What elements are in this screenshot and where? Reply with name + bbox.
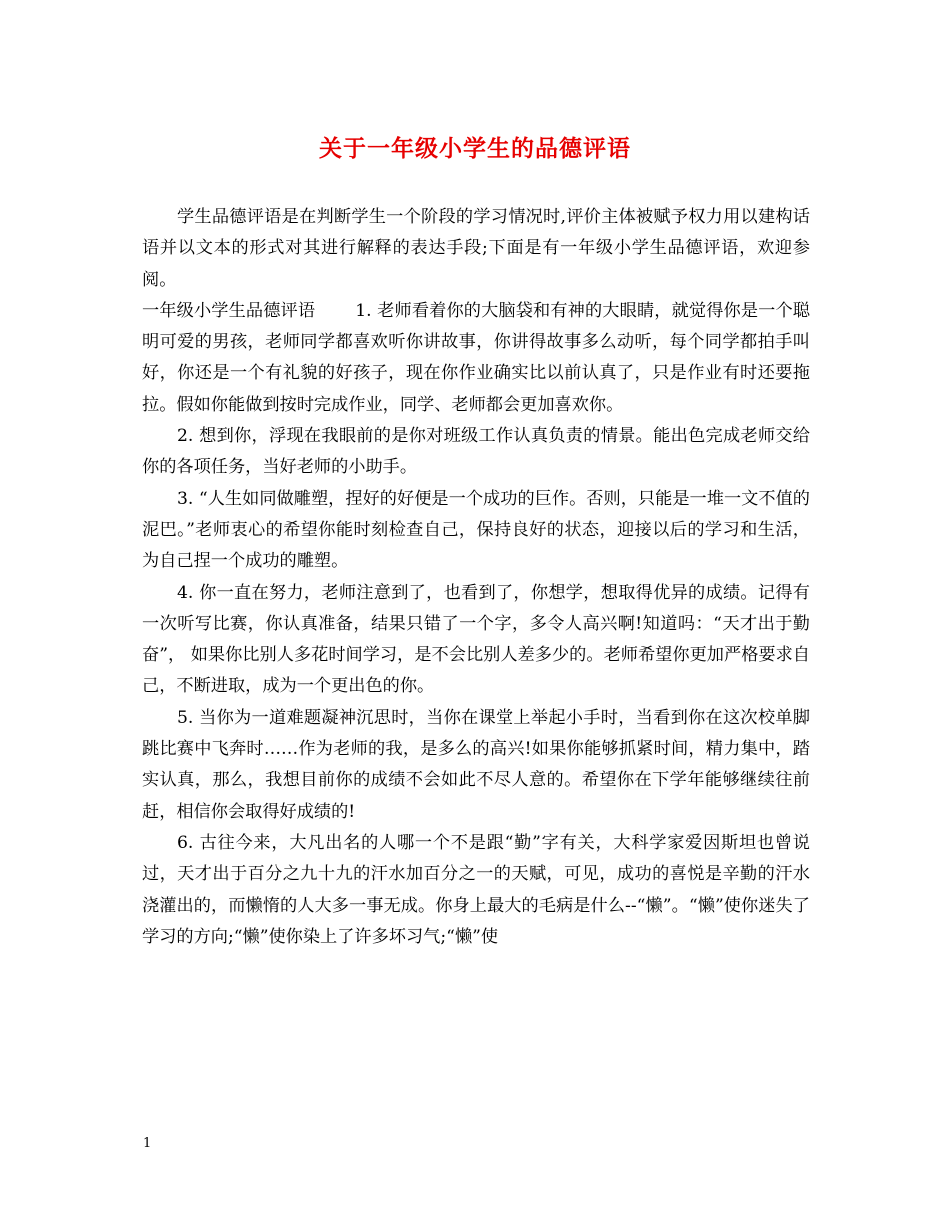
document-body bbox=[142, 202, 810, 953]
document-title: 关于一年级小学生的品德评语 bbox=[319, 135, 631, 162]
intro-paragraph: 学生品德评语是在判断学生一个阶段的学习情况时,评价主体被赋予权力用以建构话语并以文本的形式对其进行解释的表达手段;下面是有一年级小学生品德评语，欢迎参阅。 bbox=[142, 207, 810, 290]
item-paragraph-1 bbox=[142, 296, 810, 421]
item-paragraph-5: 5. 当你为一道难题凝神沉思时，当你在课堂上举起小手时，当看到你在这次校单脚跳比赛中飞奔时……作为老师的我，是多么的高兴!如果你能够抓紧时间，精力集中，踏实认真，那么，我想目前你的成绩不会如此不尽人意的。希望你在下学年能够继续往前赶，相信你会取得好成绩的! bbox=[142, 707, 810, 822]
item-paragraph-2: 2. 想到你，浮现在我眼前的是你对班级工作认真负责的情景。能出色完成老师交给你的各项任务，当好老师的小助手。 bbox=[142, 426, 810, 478]
item-text-1: 1. 老师看着你的大脑袋和有神的大眼睛，就觉得你是一个聪明可爱的男孩，老师同学都喜欢听你讲故事，你讲得故事多么动听，每个同学都拍手叫好，你还是一个有礼貌的好孩子，现在你作业确实比以前认真了，只是作业有时还要拖拉。假如你能做到按时完成作业，同学、老师都会更加喜欢你。 bbox=[142, 300, 810, 415]
page-number: 1 bbox=[143, 1136, 152, 1151]
item-paragraph-4: 4. 你一直在努力，老师注意到了，也看到了，你想学，想取得优异的成绩。记得有一次听写比赛，你认真准备，结果只错了一个字，多令人高兴啊!知道吗：“天才出于勤奋”， 如果你比别人多花时间学习，是不会比别人差多少的。老师希望你更加严格要求自己，不断进取，成为一个更出色的你。 bbox=[142, 582, 810, 697]
section-heading: 一年级小学生品德评语 bbox=[142, 300, 316, 321]
item-paragraph-3: 3. “人生如同做雕塑，捏好的好便是一个成功的巨作。否则，只能是一堆一文不值的泥巴。”老师衷心的希望你能时刻检查自己，保持良好的状态，迎接以后的学习和生活，为自己捏一个成功的雕塑。 bbox=[142, 488, 810, 572]
item-paragraph-6: 6. 古往今来，大凡出名的人哪一个不是跟“勤”字有关，大科学家爱因斯坦也曾说过，天才出于百分之九十九的汗水加百分之一的天赋，可见，成功的喜悦是辛勤的汗水浇灌出的，而懒惰的人大多一事无成。你身上最大的毛病是什么--“懒”。“懒”使你迷失了学习的方向;“懒”使你染上了许多坏习气;“懒”使 bbox=[142, 832, 810, 947]
